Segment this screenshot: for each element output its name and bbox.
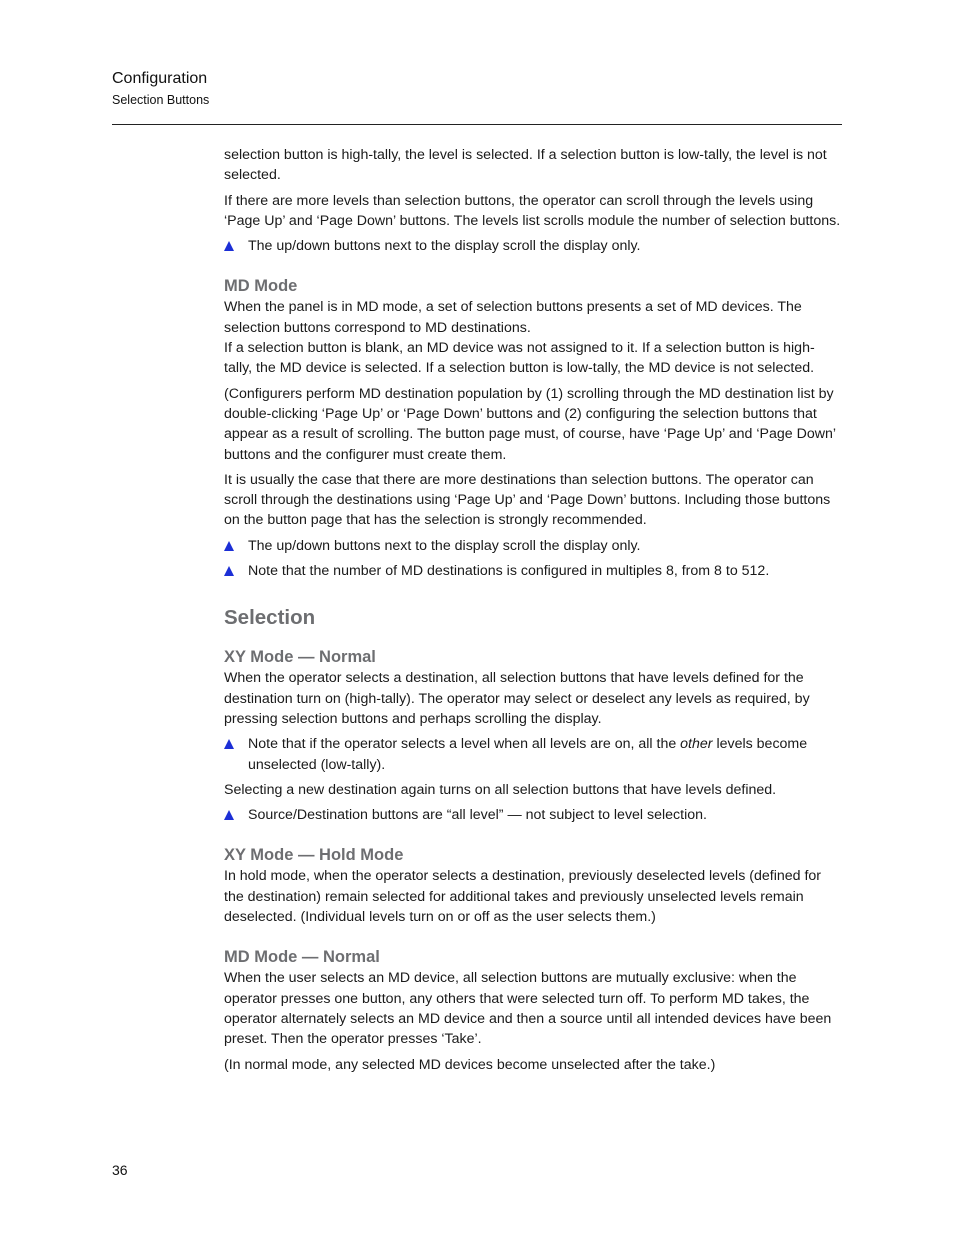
- triangle-bullet-icon: [224, 566, 234, 576]
- paragraph: When the panel is in MD mode, a set of selection buttons presents a set of MD devices. The selection buttons correspond to MD destinations.: [224, 299, 802, 336]
- paragraph: Selecting a new destination again turns on all selection buttons that have levels defined.: [224, 781, 777, 798]
- note-bullet: [224, 536, 842, 556]
- note-text: Source/Destination buttons are “all level” — not subject to level selection.: [248, 807, 707, 824]
- note-bullet: [224, 805, 842, 825]
- page-body: [224, 145, 842, 1080]
- note-bullet: [224, 734, 842, 775]
- paragraph: When the operator selects a destination, all selection buttons that have levels defined for the destination turn on (high-tally). The operator may select or deselect any levels as required, by pressing selection buttons and perhaps scrolling the display.: [224, 670, 810, 727]
- running-header-section: Selection Buttons: [112, 93, 210, 107]
- section-heading-md-mode: MD Mode: [224, 277, 298, 296]
- note-bullet: [224, 561, 842, 581]
- paragraph: When the user selects an MD device, all selection buttons are mutually exclusive: when the operator presses one button, any others that were selected turn off. To perform MD takes, the operator alternately selects an MD device and then a source until all intended devices have been preset. Then the operator presses ‘Take’.: [224, 970, 832, 1048]
- note-bullet: [224, 236, 842, 256]
- section-heading-md-normal: MD Mode — Normal: [224, 948, 380, 967]
- triangle-bullet-icon: [224, 739, 234, 749]
- triangle-bullet-icon: [224, 241, 234, 251]
- note-text-post: levels become unselected (low-tally).: [248, 736, 808, 773]
- paragraph: (Configurers perform MD destination population by (1) scrolling through the MD destination list by double-clicking ‘Page Up’ or ‘Page Down’ buttons and (2) configuring the selection buttons that appear as a result of scrolling. The button page must, of course, have ‘Page Up’ and ‘Page Down’ buttons and the configurer must create them.: [224, 385, 836, 463]
- paragraph: If there are more levels than selection buttons, the operator can scroll through the levels using ‘Page Up’ and ‘Page Down’ buttons. The levels list scrolls module the number of selection buttons.: [224, 192, 841, 229]
- page-number: 36: [112, 1162, 128, 1178]
- section-heading-xy-hold: XY Mode — Hold Mode: [224, 846, 404, 865]
- chapter-heading-selection: Selection: [224, 606, 316, 630]
- section-heading-xy-normal: XY Mode — Normal: [224, 648, 376, 667]
- note-text: The up/down buttons next to the display scroll the display only.: [248, 537, 641, 554]
- running-header-chapter: Configuration: [112, 70, 208, 87]
- note-text: The up/down buttons next to the display scroll the display only.: [248, 238, 641, 255]
- paragraph: It is usually the case that there are more destinations than selection buttons. The operator can scroll through the destinations using ‘Page Up’ and ‘Page Down’ buttons. Including those buttons on the button page that has the selection is strongly recommended.: [224, 471, 831, 529]
- paragraph: selection button is high-tally, the level is selected. If a selection button is low-tally, the level is not selected.: [224, 147, 827, 184]
- triangle-bullet-icon: [224, 541, 234, 551]
- note-text: Note that the number of MD destinations is configured in multiples 8, from 8 to 512.: [248, 563, 770, 580]
- triangle-bullet-icon: [224, 810, 234, 820]
- header-divider: [112, 124, 842, 125]
- note-text-emphasis: other: [680, 736, 713, 753]
- note-text-pre: Note that if the operator selects a level when all levels are on, all the: [248, 736, 681, 753]
- paragraph: In hold mode, when the operator selects a destination, previously deselected levels (defined for the destination) remain selected for additional takes and previously unselected levels remain deselected. (Individual levels turn on or off as the user selects them.): [224, 868, 822, 926]
- paragraph: If a selection button is blank, an MD device was not assigned to it. If a selection button is high-tally, the MD device is selected. If a selection button is low-tally, the MD device is not selected.: [224, 340, 815, 377]
- paragraph: (In normal mode, any selected MD devices become unselected after the take.): [224, 1056, 716, 1073]
